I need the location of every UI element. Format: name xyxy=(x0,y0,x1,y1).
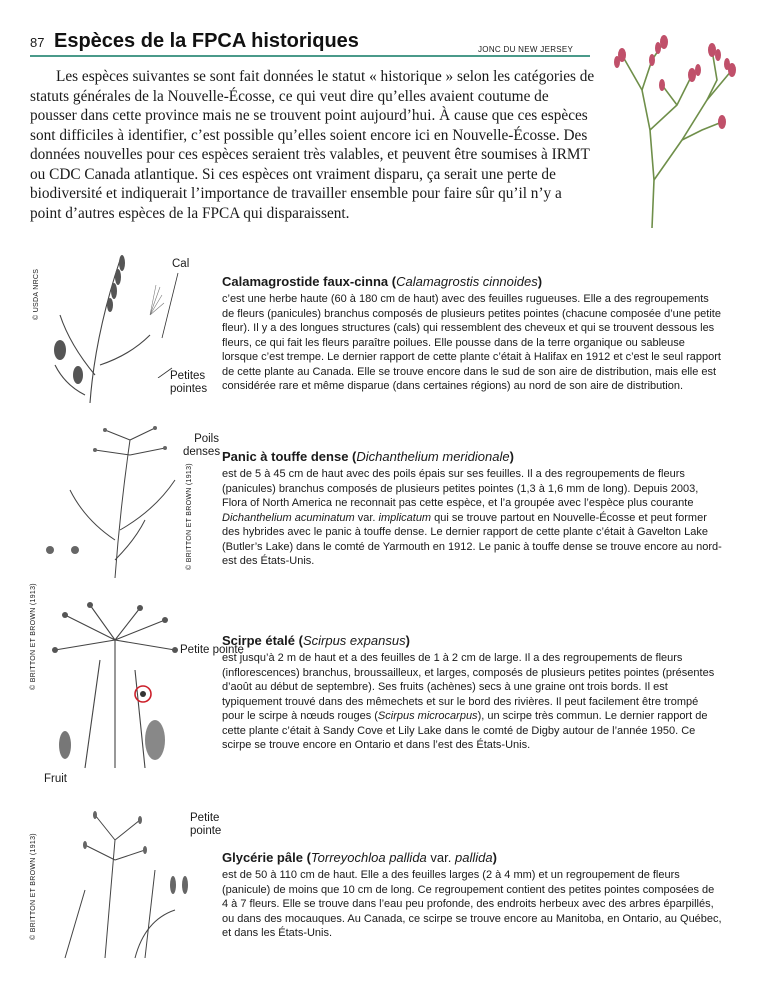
intro-paragraph: Les espèces suivantes se sont fait données le statut « historique » selon les catégories de statuts générales de la Nouvelle-Écosse, ce qui veut dire qu’elles avaient coutume de pousser dans cette province mais ne se trouvent point aujourd’hui. À cause que ces espèces sont difficiles à identifier, c’est possible qu’elles soient encore ici en Nouvelle-Écosse. Des données nouvelles pour ces espèces seraient très valables, et peuvent être soumises à IRMT ou CDC Canada atlantique. Si ces espèces ont vraiment disparu, ça serait une perte de biodiversité et indiquerait l’importance de travailler ensemble pour faire sûr qu’il n’y a point d’autres espèces de la FPCA qui disparaissent. xyxy=(30,68,595,222)
label-poils-denses: Poils denses xyxy=(183,433,221,458)
credit-1: © USDA NRCS xyxy=(33,268,40,320)
jonc-illustration xyxy=(592,30,742,230)
species-entry-calamagrostide xyxy=(222,274,722,394)
species-heading: Scirpe étalé (Scirpus expansus) xyxy=(222,633,410,648)
species-description: est jusqu’à 2 m de haut et a des feuilles de 1 à 2 cm de large. Il a des regroupements de fleurs (inflorescences) branchus, broussailleux, et larges, composés de plusieurs petites pointes (présentes d’août au début de septembre). Ses fruits (achènes) secs à une graine ont trois bords. Il est typiquement trouvé dans des mêmechets et sur le bord des rivières. Il peut facilement être trompé pour le scirpe à nœuds rouges (Scirpus microcarpus), un scirpe très commun. Le dernier rapport de cette plante c’était à Sandy Cove et Lily Lake dans le comté de Digby autour de l’année 1950. Ce scirpe se trouve encore en Ontario et dans l’est des États-Unis. xyxy=(222,652,715,751)
species-entry-panic xyxy=(222,449,722,569)
credit-3: © BRITTON ET BROWN (1913) xyxy=(30,583,37,690)
glycerie-illustration xyxy=(45,810,195,960)
label-petite-pointe-1: Petite pointe xyxy=(180,644,244,656)
page-number: 87 xyxy=(30,35,45,50)
leader-lines-1 xyxy=(150,268,190,378)
species-heading: Glycérie pâle (Torreyochloa pallida var. pallida) xyxy=(222,850,497,865)
panic-illustration xyxy=(35,420,185,580)
species-heading: Panic à touffe dense (Dichanthelium meridionale) xyxy=(222,449,514,464)
scirpe-illustration xyxy=(45,600,185,770)
calamagrostide-illustration xyxy=(50,255,165,405)
page-title: Espèces de la FPCA historiques xyxy=(54,30,359,52)
label-cal: Cal xyxy=(172,258,190,270)
species-entry-scirpe xyxy=(222,633,722,753)
species-description: c’est une herbe haute (60 à 180 cm de haut) avec des feuilles rugueuses. Elle a des regroupements de fleurs (panicules) branchus composés de plusieurs petites pointes (chacune composée d’une petite fleur). Il y a des longues structures (cals) qui ressemblent des cheveux et qui se trouvent dessous les fleurs, ce qui fait les fleurs paraître poilues. Elle pousse dans de la terre organique ou sableuse lorsque c’est trempe. Le dernier rapport de cette plante c’était à Halifax en 1912 et c’est le seul rapport de cette plante au Canada. Elle se trouve encore dans le sud de son aire de distribution, mais elle est considérée rare et même disparue (dans certaines régions) au nord de son aire de distribution. xyxy=(222,293,721,392)
species-entry-glycerie xyxy=(222,850,722,941)
species-description: est de 5 à 45 cm de haut avec des poils épais sur ses feuilles. Il a des regroupements de fleurs (panicules) branchus composés de plusieurs petites pointes (1,3 à 1,6 mm de long). Depuis 2003, Flora of North America ne reconnait pas cette espèce, et l’a groupée avec l’espèce plus courante Dichanthelium acuminatum var. implicatum qui se trouve partout en Nouvelle-Écosse et peut former des hybrides avec le panic à touffe dense. Le dernier rapport de cette plante c’était à Gavelton Lake (Butler’s Lake) dans le comté de Yarmouth en 1912. Le panic à touffe dense se trouve encore au nord-est des États-Unis. xyxy=(222,468,722,567)
credit-2: © BRITTON ET BROWN (1913) xyxy=(186,463,193,570)
species-heading: Calamagrostide faux-cinna (Calamagrostis cinnoides) xyxy=(222,274,543,289)
label-petite-pointe-2: Petite pointe xyxy=(190,812,222,837)
species-description: est de 50 à 110 cm de haut. Elle a des feuilles larges (2 à 4 mm) et un regroupement de fleurs (panicule) de moins que 10 cm de long. Ce regroupement contient des petites pointes composées de 4 à 7 fleurs. Elle se trouve dans l’eau peu profonde, des endroits herbeux avec des arbres éparpillés, ou dans des mocauques. Au Canada, ce scirpe se trouve encore au Manitoba, en Ontario, au Québec, et dans les États-Unis. xyxy=(222,869,722,939)
header-rule xyxy=(30,55,590,57)
label-petites-pointes: Petites pointes xyxy=(170,370,208,395)
illustration-caption: JONC DU NEW JERSEY xyxy=(478,45,574,54)
label-fruit: Fruit xyxy=(44,773,67,785)
credit-4: © BRITTON ET BROWN (1913) xyxy=(30,833,37,940)
